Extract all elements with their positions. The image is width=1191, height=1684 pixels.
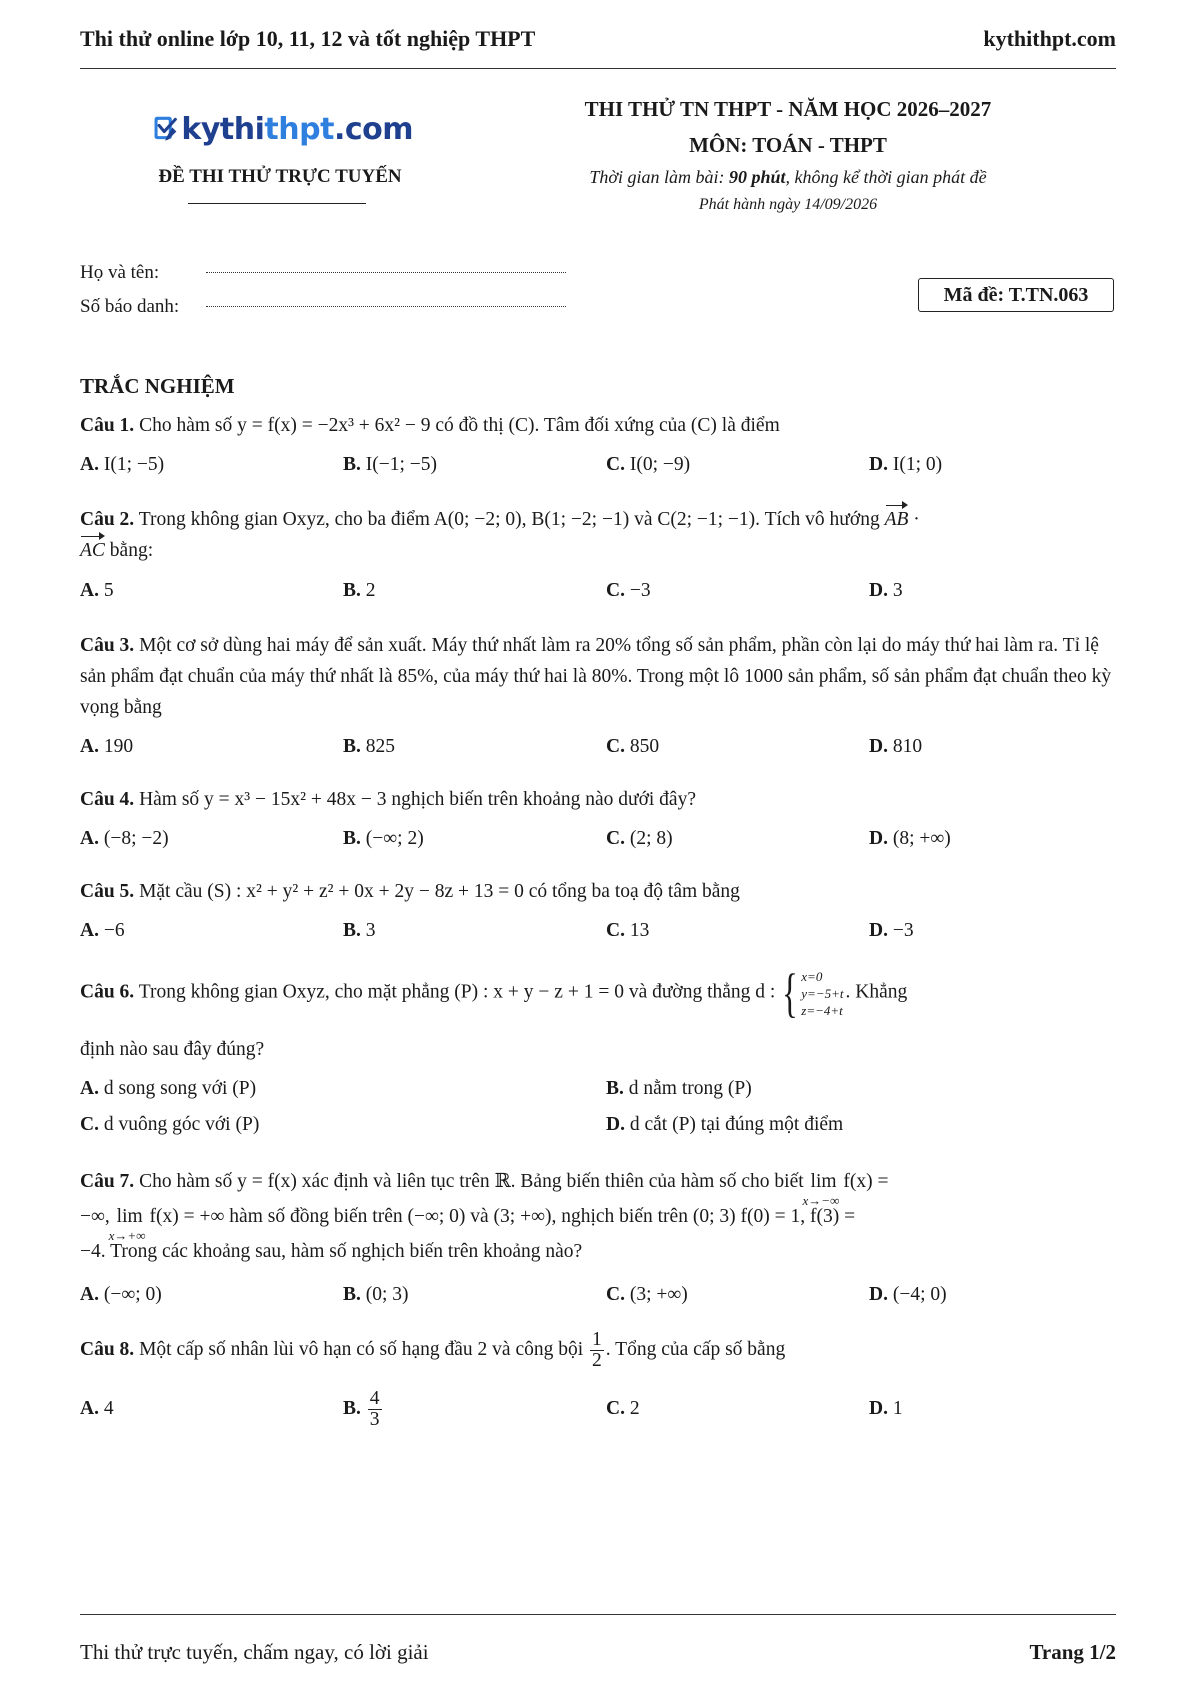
option-letter: C. (606, 1284, 625, 1305)
option-letter: A. (80, 1078, 99, 1099)
option-letter: D. (869, 828, 888, 849)
site-logo (153, 100, 413, 158)
question-2: Câu 2. Trong không gian Oxyz, cho ba điểm A(0; −2; 0), B(1; −2; −1) và C(2; −1; −1). Tích vô hướng AB · AC bằng: (80, 504, 1116, 566)
footer-tagline: Thi thử trực tuyến, chấm ngay, có lời giải (80, 1640, 429, 1664)
question-4-text: Hàm số y = x³ − 15x² + 48x − 3 nghịch biến trên khoảng nào dưới đây? (139, 789, 696, 810)
logo-text (181, 112, 413, 147)
option-letter: B. (343, 1398, 361, 1419)
question-8-text-end: . Tổng của cấp số bằng (605, 1339, 786, 1360)
question-2-text: Trong không gian Oxyz, cho ba điểm A(0; −2; 0), B(1; −2; −1) và C(2; −1; −1). Tích vô hướng (138, 509, 880, 530)
question-7-option-a[interactable] (80, 1284, 162, 1306)
exam-time-suffix: , không kể thời gian phát đề (785, 167, 987, 187)
question-5-option-c[interactable] (606, 920, 649, 942)
option-text: I(−1; −5) (365, 454, 438, 475)
option-letter: C. (606, 920, 625, 941)
question-7-text-c: −∞, (80, 1206, 110, 1227)
option-text: (8; +∞) (892, 828, 951, 849)
page-number: Trang 1/2 (1029, 1640, 1116, 1664)
option-text: 13 (629, 920, 650, 941)
question-8-option-b[interactable] (343, 1384, 384, 1434)
question-8-options (80, 1384, 1116, 1434)
question-8-text: Một cấp số nhân lùi vô hạn có số hạng đầu 2 và công bội (139, 1339, 584, 1360)
option-letter: B. (606, 1078, 624, 1099)
option-text: (−4; 0) (892, 1284, 947, 1305)
name-dotted-line (206, 272, 566, 273)
question-4-option-a[interactable] (80, 828, 169, 850)
option-text: 1 (892, 1398, 903, 1419)
option-text: −3 (629, 580, 651, 601)
lim-subscript: x→+∞ (108, 1228, 146, 1243)
option-text: d vuông góc với (P) (103, 1114, 260, 1135)
option-text: (−8; −2) (103, 828, 169, 849)
question-7-option-b[interactable] (343, 1284, 409, 1306)
option-text: −3 (892, 920, 914, 941)
option-letter: A. (80, 1398, 99, 1419)
question-4-option-c[interactable] (606, 828, 673, 850)
option-text: −6 (103, 920, 125, 941)
question-7-option-d[interactable] (869, 1284, 947, 1306)
header-rule (80, 68, 1116, 69)
option-letter: B. (343, 1284, 361, 1305)
question-6-label: Câu 6. (80, 981, 135, 1003)
question-3-label: Câu 3. (80, 635, 135, 656)
question-6-option-c[interactable] (80, 1114, 259, 1136)
question-1 (80, 410, 1116, 441)
candidate-id-label: Số báo danh: (80, 296, 180, 317)
option-text: 810 (892, 736, 923, 757)
option-text: 2 (629, 1398, 640, 1419)
question-4-option-b[interactable] (343, 828, 424, 850)
header-site: kythithpt.com (983, 26, 1116, 51)
system-line: z=−4+t (801, 1002, 843, 1018)
question-5-option-d[interactable] (869, 920, 914, 942)
option-text: 5 (103, 580, 114, 601)
option-text: 3 (892, 580, 903, 601)
question-1-label: Câu 1. (80, 415, 135, 436)
option-text: 190 (103, 736, 134, 757)
option-text: (−∞; 0) (103, 1284, 162, 1305)
option-letter: C. (606, 828, 625, 849)
option-text: I(1; 0) (892, 454, 943, 475)
exam-subject: MÔN: TOÁN - THPT (689, 133, 887, 157)
question-6-continued: định nào sau đây đúng? (80, 1039, 265, 1060)
question-6-text-mid: . Khẳng (845, 981, 908, 1003)
question-6-options-row2 (80, 1114, 1116, 1144)
option-text: 4 (103, 1398, 114, 1419)
option-letter: C. (606, 1398, 625, 1419)
question-5-text: Mặt cầu (S) : x² + y² + z² + 0x + 2y − 8z + 13 = 0 có tổng ba toạ độ tâm bằng (139, 881, 740, 902)
page-footer (80, 1640, 1116, 1665)
option-text: 825 (365, 736, 396, 757)
option-letter: A. (80, 1284, 99, 1305)
exam-code-box: Mã đề: T.TN.063 (918, 278, 1114, 312)
option-letter: C. (606, 580, 625, 601)
question-8-label: Câu 8. (80, 1339, 135, 1360)
candidate-id-field (80, 296, 580, 318)
question-7-text-e: −4. Trong các khoảng sau, hàm số nghịch biến trên khoảng nào? (80, 1241, 583, 1262)
option-letter: D. (869, 1284, 888, 1305)
question-6-option-a[interactable] (80, 1078, 256, 1100)
question-2-option-b[interactable] (343, 580, 376, 602)
question-3-options (80, 736, 1116, 766)
exam-type-label: ĐỀ THI THỬ TRỰC TUYẾN (158, 166, 402, 187)
option-letter: D. (869, 920, 888, 941)
question-7 (80, 1164, 1116, 1269)
option-letter: B. (343, 920, 361, 941)
logo-text-part1: kythi (181, 111, 265, 147)
exam-time-prefix: Thời gian làm bài: (589, 167, 729, 187)
question-2-label: Câu 2. (80, 509, 135, 530)
section-title: TRẮC NGHIỆM (80, 374, 235, 398)
exam-heading (540, 96, 1036, 214)
question-2-option-c[interactable] (606, 580, 651, 602)
question-7-label: Câu 7. (80, 1171, 135, 1192)
limit-minus-infinity (802, 1164, 840, 1208)
question-1-option-d[interactable] (869, 454, 942, 476)
question-5-option-a[interactable] (80, 920, 125, 942)
question-8-option-a[interactable] (80, 1384, 114, 1434)
question-5-label: Câu 5. (80, 881, 135, 902)
option-letter: A. (80, 920, 99, 941)
option-letter: B. (343, 828, 361, 849)
footer-rule (80, 1614, 1116, 1615)
question-8 (80, 1328, 1116, 1372)
option-letter: C. (606, 736, 625, 757)
question-1-text: Cho hàm số y = f(x) = −2x³ + 6x² − 9 có đồ thị (C). Tâm đối xứng của (C) là điểm (139, 415, 780, 436)
logo-icon (153, 102, 179, 156)
option-letter: A. (80, 454, 99, 475)
header-title: Thi thử online lớp 10, 11, 12 và tốt nghiệp THPT (80, 26, 536, 51)
option-text: d nằm trong (P) (628, 1078, 752, 1099)
question-6 (80, 963, 1116, 1023)
question-7-option-c[interactable] (606, 1284, 688, 1306)
option-text: (2; 8) (629, 828, 673, 849)
vector-ac: AC (80, 535, 105, 566)
exam-release-date: Phát hành ngày 14/09/2026 (698, 196, 878, 213)
option-letter: A. (80, 580, 99, 601)
option-text: (−∞; 2) (365, 828, 424, 849)
vector-ab: AB (885, 504, 909, 535)
lim-label: lim (116, 1206, 143, 1227)
system-line: y=−5+t (801, 985, 844, 1001)
option-letter: D. (606, 1114, 625, 1135)
option-letter: B. (343, 454, 361, 475)
exam-type-underline (188, 203, 366, 204)
exam-time-value: 90 phút (729, 167, 786, 187)
question-7-text: Cho hàm số y = f(x) xác định và liên tục trên ℝ. Bảng biến thiên của hàm số cho biết (139, 1171, 804, 1192)
question-6-options-row1 (80, 1078, 1116, 1108)
option-text: (3; +∞) (629, 1284, 688, 1305)
question-3-option-b[interactable] (343, 736, 395, 758)
logo-text-part2: thpt (264, 111, 334, 147)
question-7-text-b: f(x) = (843, 1171, 889, 1192)
question-8-option-d[interactable] (869, 1384, 903, 1434)
logo-text-part3: .com (333, 111, 413, 147)
question-5 (80, 876, 1116, 907)
exam-title: THI THỬ TN THPT - NĂM HỌC 2026–2027 (584, 97, 992, 121)
candidate-id-dotted-line (206, 306, 566, 307)
name-label: Họ và tên: (80, 262, 160, 283)
question-1-option-a[interactable] (80, 454, 164, 476)
option-letter: D. (869, 1398, 888, 1419)
lim-label: lim (810, 1171, 837, 1192)
exam-time (540, 167, 1036, 188)
option-text: I(1; −5) (103, 454, 165, 475)
question-1-option-b[interactable] (343, 454, 437, 476)
question-7-options (80, 1284, 1116, 1314)
option-letter: D. (869, 580, 888, 601)
fraction-denominator: 3 (369, 1409, 380, 1431)
question-6-option-b[interactable] (606, 1078, 752, 1100)
line-equation-system (777, 963, 844, 1023)
system-brace: { (782, 963, 799, 1023)
question-6-text: Trong không gian Oxyz, cho mặt phẳng (P) : x + y − z + 1 = 0 và đường thẳng d : (138, 981, 776, 1003)
system-line: x=0 (801, 968, 823, 984)
option-text: d cắt (P) tại đúng một điểm (629, 1114, 844, 1135)
option-text: I(0; −9) (629, 454, 691, 475)
question-2-options (80, 580, 1116, 610)
option-letter: C. (606, 454, 625, 475)
question-2-text-end: bằng: (104, 540, 154, 561)
top-header (80, 22, 1116, 56)
option-text: (0; 3) (365, 1284, 409, 1305)
question-6-option-d[interactable] (606, 1114, 843, 1136)
question-2-option-d[interactable] (869, 580, 903, 602)
fraction-numerator: 1 (592, 1328, 602, 1350)
fraction-four-thirds (368, 1389, 382, 1431)
question-7-text-d: f(x) = +∞ hàm số đồng biến trên (−∞; 0) và (3; +∞), nghịch biến trên (0; 3) f(0) = 1, f(3) = (149, 1206, 856, 1227)
fraction-denominator: 2 (592, 1350, 602, 1372)
question-3-text: Một cơ sở dùng hai máy để sản xuất. Máy thứ nhất làm ra 20% tổng số sản phẩm, phần còn lại do máy thứ hai làm ra. Tỉ lệ sản phẩm đạt chuẩn của máy thứ nhất là 85%, của máy thứ hai là 80%. Trong một lô 1000 sản phẩm, số sản phẩm đạt chuẩn theo kỳ vọng bằng (80, 635, 1112, 718)
question-4 (80, 784, 1116, 815)
question-4-options (80, 828, 1116, 858)
lim-subscript: x→−∞ (802, 1193, 840, 1208)
name-field (80, 262, 580, 284)
exam-page (80, 0, 1116, 1684)
fraction-numerator: 4 (369, 1387, 380, 1409)
option-letter: A. (80, 828, 99, 849)
question-8-option-c[interactable] (606, 1384, 640, 1434)
question-3-option-d[interactable] (869, 736, 922, 758)
option-letter: D. (869, 454, 888, 475)
question-3-option-a[interactable] (80, 736, 133, 758)
option-text: 2 (365, 580, 376, 601)
option-letter: C. (80, 1114, 99, 1135)
question-4-label: Câu 4. (80, 789, 135, 810)
option-letter: A. (80, 736, 99, 757)
question-3-option-c[interactable] (606, 736, 659, 758)
question-1-options (80, 454, 1116, 484)
limit-plus-infinity (108, 1199, 146, 1243)
option-text: 850 (629, 736, 660, 757)
question-1-option-c[interactable] (606, 454, 690, 476)
question-5-options (80, 920, 1116, 950)
question-3 (80, 630, 1116, 723)
question-2-option-a[interactable] (80, 580, 114, 602)
option-letter: B. (343, 580, 361, 601)
option-letter: B. (343, 736, 361, 757)
option-letter: D. (869, 736, 888, 757)
option-text: 3 (365, 920, 376, 941)
fraction-one-half (590, 1330, 604, 1372)
question-5-option-b[interactable] (343, 920, 376, 942)
question-4-option-d[interactable] (869, 828, 951, 850)
option-text: d song song với (P) (103, 1078, 257, 1099)
